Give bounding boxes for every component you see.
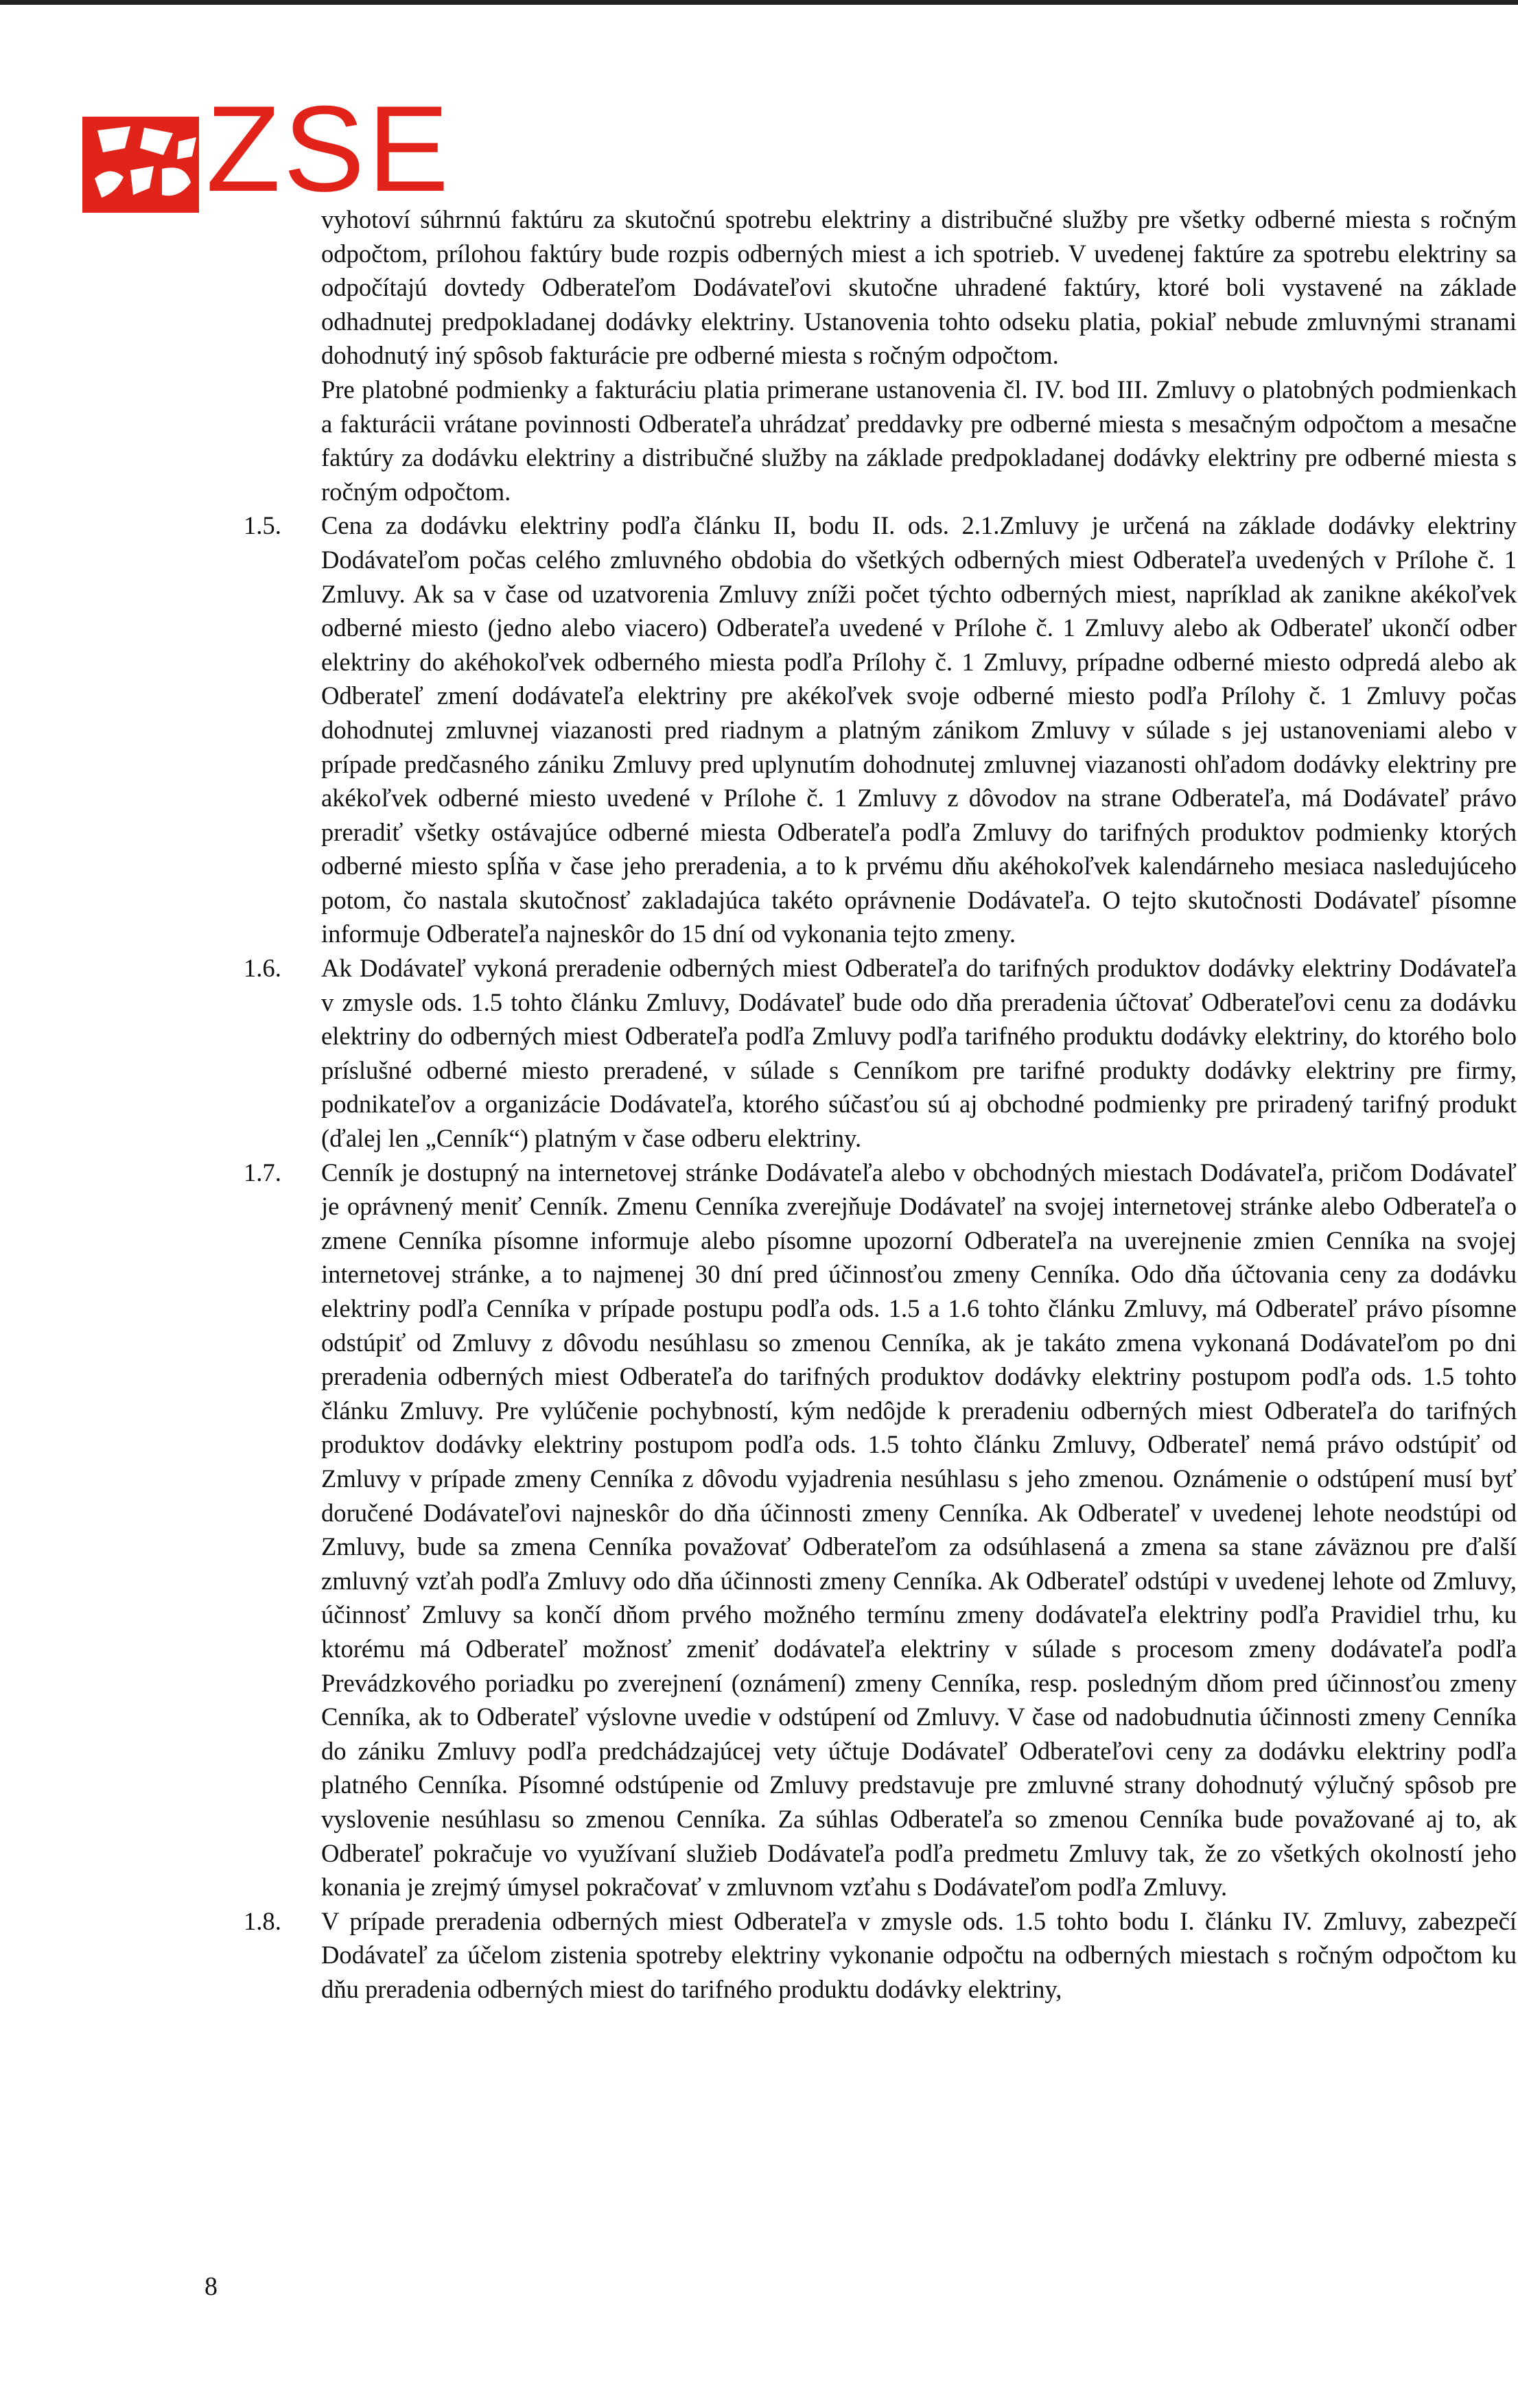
- paragraph-payment-terms: [244, 373, 1517, 509]
- page-number: 8: [205, 2272, 218, 2301]
- paragraph-1-7: [244, 1156, 1517, 1904]
- paragraph-text: V prípade preradenia odberných miest Odberateľa v zmysle ods. 1.5 tohto bodu I. článku IV. Zmluvy, zabezpečí Dodávateľ za účelom zistenia spotreby elektriny vykonanie odpočtu na odberných miestach s ročným odpočtom ku dňu preradenia odberných miest do tarifného produktu dodávky elektriny,: [321, 1906, 1517, 2003]
- zse-logo-mark-icon: [82, 117, 199, 213]
- paragraph-1-8: [244, 1904, 1517, 2007]
- paragraph-text: vyhotoví súhrnnú faktúru za skutočnú spotrebu elektriny a distribučné služby pre všetky odberné miesta s ročným odpočtom, prílohou faktúry bude rozpis odberných miest a ich spotrieb. V uvedenej faktúre za spotrebu elektriny sa odpočítajú dovtedy Odberateľom Dodávateľovi skutočne uhradené faktúry, ktoré boli vystavené na základe odhadnutej predpokladanej dodávky elektriny. Ustanovenia tohto odseku platia, pokiaľ nebude zmluvnými stranami dohodnutý iný spôsob fakturácie pre odberné miesta s ročným odpočtom.: [321, 205, 1517, 370]
- top-border: [0, 0, 1518, 5]
- paragraph-number: 1.6.: [244, 954, 281, 983]
- paragraph-continuation: [244, 202, 1517, 373]
- paragraph-number: 1.5.: [244, 511, 281, 540]
- paragraph-number: 1.7.: [244, 1158, 281, 1187]
- paragraph-number: 1.8.: [244, 1906, 281, 1935]
- zse-logo: [82, 80, 453, 217]
- paragraph-1-6: [244, 951, 1517, 1156]
- paragraph-text: Cenník je dostupný na internetovej stránke Dodávateľa alebo v obchodných miestach Dodávateľa, pričom Dodávateľ je oprávnený meniť Cenník. Zmenu Cenníka zverejňuje Dodávateľ na svojej internetovej stránke alebo Odberateľa o zmene Cenníka písomne informuje alebo písomne upozorní Odberateľa na uverejnenie zmien Cenníka na svojej internetovej stránke, a to najmenej 30 dní pred účinnosťou zmeny Cenníka. Odo dňa účtovania ceny za dodávku elektriny podľa Cenníka v prípade postupu podľa ods. 1.5 a 1.6 tohto článku Zmluvy, má Odberateľ právo písomne odstúpiť od Zmluvy z dôvodu nesúhlasu so zmenou Cenníka, ak je takáto zmena vykonaná Dodávateľom po dni preradenia odberných miest Odberateľa do tarifných produktov dodávky elektriny postupom podľa ods. 1.5 tohto článku Zmluvy. Pre vylúčenie pochybností, kým nedôjde k preradeniu odberných miest Odberateľa do tarifných produktov dodávky elektriny postupom podľa ods. 1.5 tohto článku Zmluvy, Odberateľ nemá právo odstúpiť od Zmluvy v prípade zmeny Cenníka z dôvodu vyjadrenia nesúhlasu s jeho zmenou. Oznámenie o odstúpení musí byť doručené Dodávateľovi najneskôr do dňa účinnosti zmeny Cenníka. Ak Odberateľ v uvedenej lehote neodstúpi od Zmluvy, bude sa zmena Cenníka považovať Odberateľom za odsúhlasená a zmena sa stane záväznou pre ďalší zmluvný vzťah podľa Zmluvy odo dňa účinnosti zmeny Cenníka. Ak Odberateľ odstúpi v uvedenej lehote od Zmluvy, účinnosť Zmluvy sa končí dňom prvého možného termínu zmeny dodávateľa elektriny podľa Pravidiel trhu, ku ktorému má Odberateľ možnosť zmeniť dodávateľa elektriny v súlade s procesom zmeny dodávateľa podľa Prevádzkového poriadku po zverejnení (oznámení) zmeny Cenníka, resp. posledným dňom pred účinnosťou zmeny Cenníka, ak to Odberateľ výslovne uvedie v odstúpení od Zmluvy. V čase od nadobudnutia účinnosti zmeny Cenníka do zániku Zmluvy podľa predchádzajúcej vety účtuje Dodávateľ Odberateľovi ceny za dodávku elektriny podľa platného Cenníka. Písomné odstúpenie od Zmluvy predstavuje pre zmluvné strany dohodnutý výlučný spôsob pre vyslovenie nesúhlasu so zmenou Cenníka. Za súhlas Odberateľa so zmenou Cenníka bude považované aj to, ak Odberateľ pokračuje vo využívaní služieb Dodávateľa podľa predmetu Zmluvy tak, že zo všetkých okolností jeho konania je zrejmý úmysel pokračovať v zmluvnom vzťahu s Dodávateľom podľa Zmluvy.: [321, 1158, 1517, 1902]
- paragraph-text: Ak Dodávateľ vykoná preradenie odberných miest Odberateľa do tarifných produktov dodávky elektriny Dodávateľa v zmysle ods. 1.5 tohto článku Zmluvy, Dodávateľ bude odo dňa preradenia účtovať Odberateľovi cenu za dodávku elektriny do odberných miest Odberateľa podľa Zmluvy podľa tarifného produktu dodávky elektriny, do ktorého bolo príslušné odberné miesto preradené, v súlade s Cenníkom pre tarifné produkty dodávky elektriny pre firmy, podnikateľov a organizácie Dodávateľa, ktorého súčasťou sú aj obchodné podmienky pre priradený tarifný produkt (ďalej len „Cenník“) platným v čase odberu elektriny.: [321, 954, 1517, 1153]
- paragraph-1-5: [244, 509, 1517, 951]
- zse-logo-text: ZSE: [206, 80, 452, 217]
- document-body: [244, 202, 1517, 2006]
- paragraph-text: Pre platobné podmienky a fakturáciu platia primerane ustanovenia čl. IV. bod III. Zmluvy o platobných podmienkach a fakturácii vrátane povinnosti Odberateľa uhrádzať preddavky pre odberné miesta s mesačným odpočtom a mesačne faktúry za dodávku elektriny a distribučné služby na základe predpokladanej dodávky elektriny pre odberné miesta s ročným odpočtom.: [321, 375, 1517, 506]
- paragraph-text: Cena za dodávku elektriny podľa článku II, bodu II. ods. 2.1.Zmluvy je určená na základe dodávky elektriny Dodávateľom počas celého zmluvného obdobia do všetkých odberných miest Odberateľa uvedených v Prílohe č. 1 Zmluvy. Ak sa v čase od uzatvorenia Zmluvy zníži počet týchto odberných miest, napríklad ak zanikne akékoľvek odberné miesto (jedno alebo viacero) Odberateľa uvedené v Prílohe č. 1 Zmluvy alebo ak Odberateľ ukončí odber elektriny do akéhokoľvek odberného miesta podľa Prílohy č. 1 Zmluvy, prípadne odberné miesto odpredá alebo ak Odberateľ zmení dodávateľa elektriny pre akékoľvek svoje odberné miesto podľa Prílohy č. 1 Zmluvy počas dohodnutej zmluvnej viazanosti pred riadnym a platným zánikom Zmluvy v súlade s jej ustanoveniami alebo v prípade predčasného zániku Zmluvy pred uplynutím dohodnutej zmluvnej viazanosti ohľadom dodávky elektriny pre akékoľvek odberné miesto uvedené v Prílohe č. 1 Zmluvy z dôvodov na strane Odberateľa, má Dodávateľ právo preradiť všetky ostávajúce odberné miesta Odberateľa podľa Zmluvy do tarifných produktov podmienky ktorých odberné miesto spĺňa v čase jeho preradenia, a to k prvému dňu akéhokoľvek kalendárneho mesiaca nasledujúceho potom, čo nastala skutočnosť zakladajúca takéto oprávnenie Dodávateľa. O tejto skutočnosti Dodávateľ písomne informuje Odberateľa najneskôr do 15 dní od vykonania tejto zmeny.: [321, 511, 1517, 948]
